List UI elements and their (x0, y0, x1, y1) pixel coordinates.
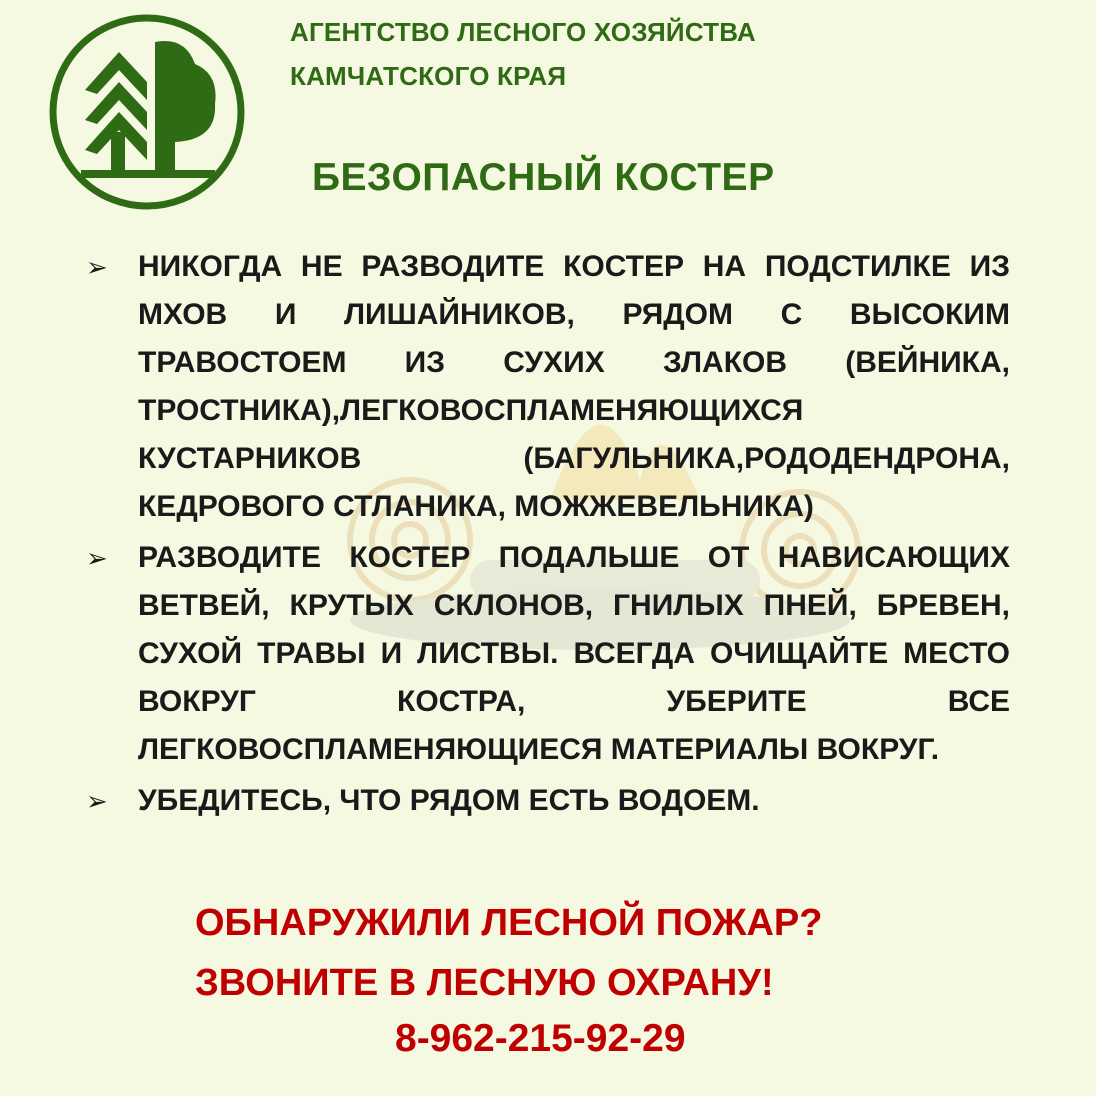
forest-agency-logo-icon (47, 12, 247, 212)
list-item-text: УБЕДИТЕСЬ, ЧТО РЯДОМ ЕСТЬ ВОДОЕМ. (138, 784, 760, 817)
agency-line-2: КАМЧАТСКОГО КРАЯ (290, 61, 567, 91)
alert-line-2: ЗВОНИТЕ В ЛЕСНУЮ ОХРАНУ! (195, 962, 774, 1004)
list-item-text: НИКОГДА НЕ РАЗВОДИТЕ КОСТЕР НА ПОДСТИЛКЕ ИЗ МХОВ И ЛИШАЙНИКОВ, РЯДОМ С ВЫСОКИМ ТРАВОСТОЕМ ИЗ СУХИХ ЗЛАКОВ (ВЕЙНИКА, ТРОСТНИКА),ЛЕГКОВОСПЛАМЕНЯЮЩИХСЯ КУСТАРНИКОВ (БАГУЛЬНИКА,РОДОДЕНДРОНА, КЕДРОВОГО СТЛАНИКА, МОЖЖЕВЕЛЬНИКА) (138, 250, 1010, 523)
list-item (86, 534, 1010, 774)
safety-rules-list (86, 243, 1010, 828)
alert-line-1: ОБНАРУЖИЛИ ЛЕСНОЙ ПОЖАР? (195, 902, 823, 944)
agency-line-1: АГЕНТСТВО ЛЕСНОГО ХОЗЯЙСТВА (290, 17, 756, 47)
agency-name (290, 10, 756, 98)
arrow-bullet-icon: ➢ (86, 543, 108, 573)
page-title: БЕЗОПАСНЫЙ КОСТЕР (312, 156, 775, 199)
list-item (86, 243, 1010, 531)
fire-alert (195, 893, 822, 1013)
arrow-bullet-icon: ➢ (86, 252, 108, 282)
list-item-text: РАЗВОДИТЕ КОСТЕР ПОДАЛЬШЕ ОТ НАВИСАЮЩИХ ВЕТВЕЙ, КРУТЫХ СКЛОНОВ, ГНИЛЫХ ПНЕЙ, БРЕВЕН, СУХОЙ ТРАВЫ И ЛИСТВЫ. ВСЕГДА ОЧИЩАЙТЕ МЕСТО ВОКРУГ КОСТРА, УБЕРИТЕ ВСЕ ЛЕГКОВОСПЛАМЕНЯЮЩИЕСЯ МАТЕРИАЛЫ ВОКРУГ. (138, 541, 1010, 766)
list-item (86, 777, 1010, 825)
arrow-bullet-icon: ➢ (86, 786, 108, 816)
phone-number[interactable]: 8-962-215-92-29 (395, 1017, 686, 1060)
